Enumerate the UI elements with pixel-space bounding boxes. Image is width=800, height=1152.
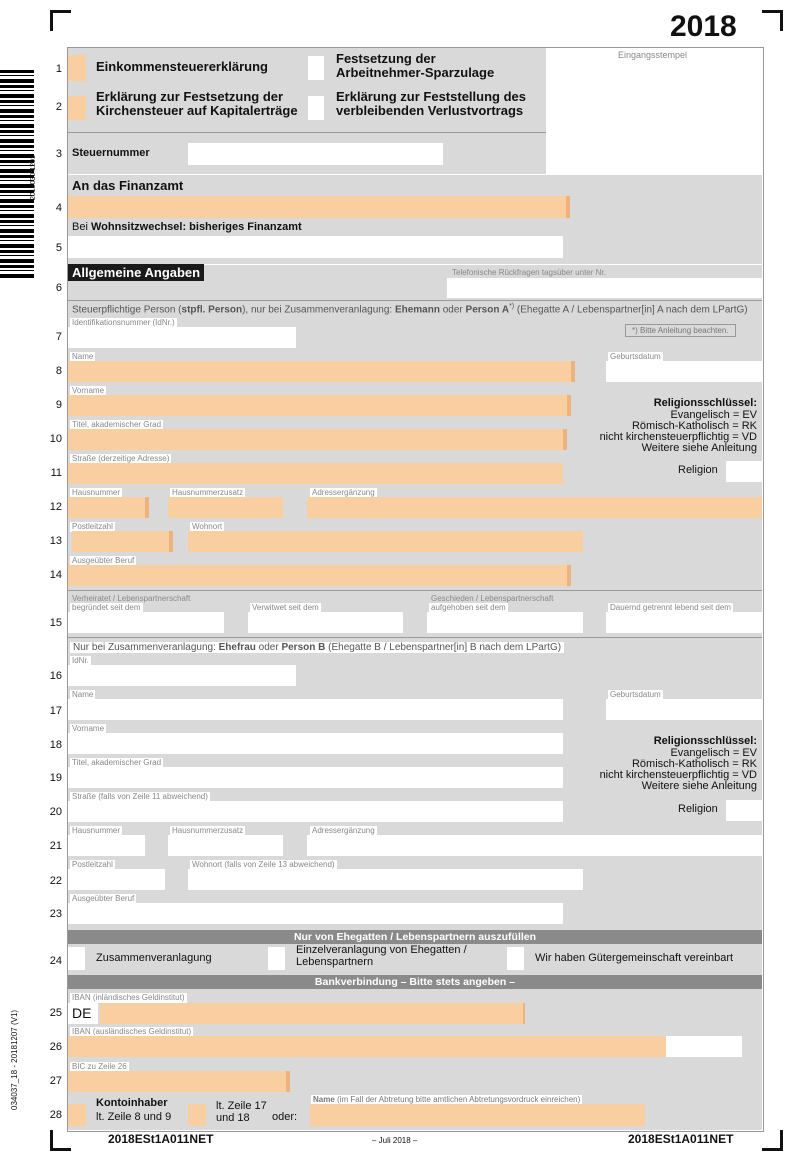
verwitwet-label: Verwitwet seit dem bbox=[252, 603, 319, 612]
checkbox-kontoinhaber-1718[interactable] bbox=[188, 1104, 206, 1126]
steuernummer-input[interactable] bbox=[188, 143, 443, 165]
strasse-input[interactable] bbox=[68, 463, 563, 484]
row-number: 23 bbox=[49, 908, 62, 920]
b-religion-vd: nicht kirchensteuerpflichtig = VD bbox=[599, 769, 757, 781]
kontoinhaber-label: Kontoinhaber bbox=[96, 1097, 168, 1109]
row-number: 27 bbox=[49, 1075, 62, 1087]
row-number: 4 bbox=[55, 202, 62, 214]
row-number: 26 bbox=[49, 1041, 62, 1053]
checkbox-einkommensteuer[interactable] bbox=[68, 55, 86, 81]
row-number: 12 bbox=[49, 501, 62, 513]
iban-ausland-rest bbox=[666, 1036, 742, 1057]
opt-kirchensteuer-1: Erklärung zur Festsetzung der bbox=[96, 89, 284, 104]
religionsschluessel-title: Religionsschlüssel: bbox=[653, 397, 757, 409]
footer-code-left: 2018ESt1A011NET bbox=[108, 1132, 214, 1146]
opt-kirchensteuer-2: Kirchensteuer auf Kapitalerträge bbox=[96, 103, 298, 118]
b-titel-input[interactable] bbox=[68, 767, 563, 788]
hausnummer-input[interactable] bbox=[68, 497, 145, 518]
zusammenveranlagung-label: Zusammenveranlagung bbox=[96, 952, 212, 964]
adressergaenzung-input[interactable] bbox=[307, 497, 762, 518]
row-number: 2 bbox=[55, 101, 62, 113]
row-number: 3 bbox=[55, 148, 62, 160]
plz-label: Postleitzahl bbox=[72, 522, 113, 531]
b-beruf-label: Ausgeübter Beruf bbox=[72, 894, 135, 903]
name-input[interactable] bbox=[68, 361, 571, 382]
b-name-input[interactable] bbox=[68, 699, 563, 720]
guetergemeinschaft-label: Wir haben Gütergemeinschaft vereinbart bbox=[535, 952, 734, 964]
adressergaenzung-label: Adressergänzung bbox=[312, 488, 375, 497]
b-idnr-label: IdNr. bbox=[72, 656, 89, 665]
religion-ev: Evangelisch = EV bbox=[670, 409, 757, 421]
vorname-input[interactable] bbox=[68, 395, 567, 416]
bic-input[interactable] bbox=[68, 1071, 286, 1092]
b-religion-ev: Evangelisch = EV bbox=[670, 747, 757, 759]
person-b-header: Nur bei Zusammenveranlagung: Ehefrau oder Person B (Ehegatte B / Lebenspartner[in] B nach dem LPartG) bbox=[70, 642, 564, 653]
kontoinhaber-lt1718-2: und 18 bbox=[216, 1112, 250, 1124]
corner-mark-top-right bbox=[762, 10, 783, 31]
bisheriges-finanzamt-input[interactable] bbox=[68, 236, 563, 258]
titel-label: Titel, akademischer Grad bbox=[72, 420, 162, 429]
row-number: 6 bbox=[55, 282, 62, 294]
idnr-input[interactable] bbox=[68, 327, 296, 348]
barcode-code: 2018030 1201 bbox=[30, 155, 37, 200]
hausnummer-label: Hausnummer bbox=[72, 488, 121, 497]
iban-ausland-input[interactable] bbox=[68, 1036, 666, 1057]
wohnort-label: Wohnort bbox=[192, 522, 223, 531]
religion-vd: nicht kirchensteuerpflichtig = VD bbox=[599, 431, 757, 443]
b-hausnummer-label: Hausnummer bbox=[72, 826, 121, 835]
row-number: 11 bbox=[50, 467, 62, 479]
corner-mark-bottom-left bbox=[50, 1130, 71, 1151]
opt-sparzulage-2: Arbeitnehmer-Sparzulage bbox=[336, 65, 495, 80]
opt-verlustvortrag-2: verbleibenden Verlustvortrags bbox=[336, 103, 524, 118]
b-name-label: Name bbox=[72, 690, 94, 699]
anleitung-hinweis: *) Bitte Anleitung beachten. bbox=[625, 324, 736, 337]
checkbox-sparzulage[interactable] bbox=[308, 56, 324, 80]
iban-ausland-label: IBAN (ausländisches Geldinstitut) bbox=[72, 1027, 192, 1036]
strasse-label: Straße (derzeitige Adresse) bbox=[72, 454, 170, 463]
b-idnr-input[interactable] bbox=[68, 665, 296, 686]
verheiratet-input[interactable] bbox=[68, 612, 224, 633]
row-number: 20 bbox=[49, 806, 62, 818]
plz-input[interactable] bbox=[72, 531, 169, 552]
telefon-input[interactable] bbox=[447, 278, 762, 298]
religion-weitere: Weitere siehe Anleitung bbox=[641, 442, 757, 454]
iban-inland-label: IBAN (inländisches Geldinstitut) bbox=[72, 993, 185, 1002]
checkbox-kontoinhaber-89[interactable] bbox=[68, 1104, 86, 1126]
b-hausnummer-input[interactable] bbox=[68, 835, 145, 856]
b-strasse-input[interactable] bbox=[68, 801, 563, 822]
verwitwet-input[interactable] bbox=[248, 612, 403, 633]
row-number: 5 bbox=[55, 242, 62, 254]
row-number: 25 bbox=[49, 1007, 62, 1019]
opt-verlustvortrag-1: Erklärung zur Feststellung des bbox=[336, 89, 526, 104]
allgemein-title: Allgemeine Angaben bbox=[68, 264, 204, 281]
geschieden-label-1: Geschieden / Lebenspartnerschaft bbox=[431, 594, 554, 603]
telefon-label: Telefonische Rückfragen tagsüber unter Nr. bbox=[452, 268, 606, 277]
hausnummerzusatz-label: Hausnummerzusatz bbox=[172, 488, 244, 497]
getrennt-input[interactable] bbox=[606, 612, 762, 633]
b-plz-label: Postleitzahl bbox=[72, 860, 113, 869]
b-religionsschluessel-title: Religionsschlüssel: bbox=[653, 735, 757, 747]
wohnort-input[interactable] bbox=[188, 531, 583, 552]
iban-de-prefix: DE bbox=[72, 1005, 92, 1021]
verheiratet-label-1: Verheiratet / Lebenspartnerschaft bbox=[72, 594, 191, 603]
row-number: 16 bbox=[49, 670, 62, 682]
b-religion-rk: Römisch-Katholisch = RK bbox=[631, 758, 757, 770]
kontoinhaber-lt89: lt. Zeile 8 und 9 bbox=[96, 1111, 172, 1123]
checkbox-guetergemeinschaft[interactable] bbox=[507, 947, 524, 970]
einzelveranlagung-label-2: Lebenspartnern bbox=[296, 956, 374, 968]
b-geburtsdatum-label: Geburtsdatum bbox=[610, 690, 661, 699]
geburtsdatum-label: Geburtsdatum bbox=[610, 352, 661, 361]
b-adressergaenzung-input[interactable] bbox=[307, 835, 762, 856]
kontoinhaber-name-input[interactable] bbox=[310, 1104, 645, 1126]
checkbox-verlustvortrag[interactable] bbox=[308, 96, 324, 120]
einzelveranlagung-label-1: Einzelveranlagung von Ehegatten / bbox=[296, 944, 467, 956]
religion-rk: Römisch-Katholisch = RK bbox=[631, 420, 757, 432]
b-hausnummerzusatz-label: Hausnummerzusatz bbox=[172, 826, 244, 835]
row-number: 21 bbox=[49, 840, 62, 852]
row-number: 8 bbox=[55, 365, 62, 377]
row-number: 24 bbox=[49, 955, 62, 967]
eingangsstempel-label: Eingangsstempel bbox=[618, 50, 688, 60]
b-adressergaenzung-label: Adressergänzung bbox=[312, 826, 375, 835]
titel-input[interactable] bbox=[68, 429, 563, 450]
religion-label: Religion bbox=[678, 464, 718, 476]
beruf-label: Ausgeübter Beruf bbox=[72, 556, 135, 565]
b-geburtsdatum-input[interactable] bbox=[606, 699, 762, 720]
b-hausnummerzusatz-input[interactable] bbox=[168, 835, 283, 856]
b-plz-input[interactable] bbox=[68, 869, 165, 890]
verheiratet-label-2: begründet seit dem bbox=[72, 603, 141, 612]
hausnummerzusatz-input[interactable] bbox=[168, 497, 283, 518]
row-number: 28 bbox=[49, 1109, 62, 1121]
ehegatten-bar: Nur von Ehegatten / Lebenspartnern auszufüllen bbox=[68, 930, 762, 944]
b-vorname-input[interactable] bbox=[68, 733, 563, 754]
kontoinhaber-lt1718-1: lt. Zeile 17 bbox=[216, 1100, 267, 1112]
b-religion-weitere: Weitere siehe Anleitung bbox=[641, 780, 757, 792]
row-number: 19 bbox=[49, 772, 62, 784]
b-wohnort-input[interactable] bbox=[188, 869, 583, 890]
name-label: Name bbox=[72, 352, 94, 361]
beruf-input[interactable] bbox=[68, 565, 567, 586]
steuernummer-label: Steuernummer bbox=[72, 147, 150, 159]
iban-inland-input[interactable] bbox=[100, 1003, 523, 1024]
geschieden-label-2: aufgehoben seit dem bbox=[431, 603, 506, 612]
geburtsdatum-input[interactable] bbox=[606, 361, 762, 382]
corner-mark-bottom-right bbox=[762, 1130, 783, 1151]
row-number: 17 bbox=[49, 705, 62, 717]
row-number: 15 bbox=[49, 617, 62, 629]
b-strasse-label: Straße (falls von Zeile 11 abweichend) bbox=[72, 792, 208, 801]
row-number: 9 bbox=[55, 399, 62, 411]
finanzamt-input[interactable] bbox=[68, 196, 566, 218]
checkbox-kirchensteuer[interactable] bbox=[68, 96, 86, 120]
row-number: 7 bbox=[55, 331, 62, 343]
corner-mark-top-left bbox=[50, 10, 71, 31]
footer-code-right: 2018ESt1A011NET bbox=[628, 1132, 734, 1146]
row-number: 1 bbox=[55, 63, 62, 75]
footer-date: – Juli 2018 – bbox=[372, 1136, 418, 1145]
opt-sparzulage-1: Festsetzung der bbox=[336, 51, 436, 66]
kontoinhaber-name-label: Name (im Fall der Abtretung bitte amtlichen Abtretungsvordruck einreichen) bbox=[313, 1095, 581, 1104]
form-year: 2018 bbox=[670, 10, 737, 43]
bank-bar: Bankverbindung – Bitte stets angeben – bbox=[68, 975, 762, 989]
checkbox-einzelveranlagung[interactable] bbox=[268, 947, 285, 970]
side-code: 034037_18 - 20181207 (V1) bbox=[10, 1009, 19, 1110]
row-number: 18 bbox=[49, 739, 62, 751]
b-wohnort-label: Wohnort (falls von Zeile 13 abweichend) bbox=[192, 860, 335, 869]
row-number: 22 bbox=[49, 875, 62, 887]
checkbox-zusammenveranlagung[interactable] bbox=[68, 947, 85, 970]
row-number: 13 bbox=[49, 535, 62, 547]
vorname-label: Vorname bbox=[72, 386, 105, 395]
barcode bbox=[0, 70, 34, 280]
eingangsstempel-box bbox=[547, 48, 762, 174]
getrennt-label: Dauernd getrennt lebend seit dem bbox=[610, 603, 731, 612]
b-religion-input[interactable] bbox=[726, 800, 762, 821]
bic-label: BIC zu Zeile 26 bbox=[72, 1062, 127, 1071]
b-beruf-input[interactable] bbox=[68, 903, 563, 924]
religion-input[interactable] bbox=[726, 461, 762, 482]
geschieden-input[interactable] bbox=[427, 612, 583, 633]
row-number: 10 bbox=[49, 433, 62, 445]
person-a-header: Steuerpflichtige Person (stpfl. Person), nur bei Zusammenveranlagung: Ehemann oder Person A*) (Ehegatte A / Lebenspartner[in] A nach dem LPartG) bbox=[72, 303, 748, 316]
wohnsitzwechsel-label: Bei Wohnsitzwechsel: bisheriges Finanzamt bbox=[72, 221, 302, 233]
opt-einkommensteuer: Einkommensteuererklärung bbox=[96, 59, 268, 74]
b-titel-label: Titel, akademischer Grad bbox=[72, 758, 162, 767]
row-number: 14 bbox=[49, 569, 62, 581]
kontoinhaber-oder: oder: bbox=[272, 1111, 298, 1123]
finanzamt-label: An das Finanzamt bbox=[72, 178, 184, 193]
b-vorname-label: Vorname bbox=[72, 724, 105, 733]
b-religion-label: Religion bbox=[678, 803, 718, 815]
idnr-label: Identifikationsnummer (IdNr.) bbox=[72, 318, 175, 327]
